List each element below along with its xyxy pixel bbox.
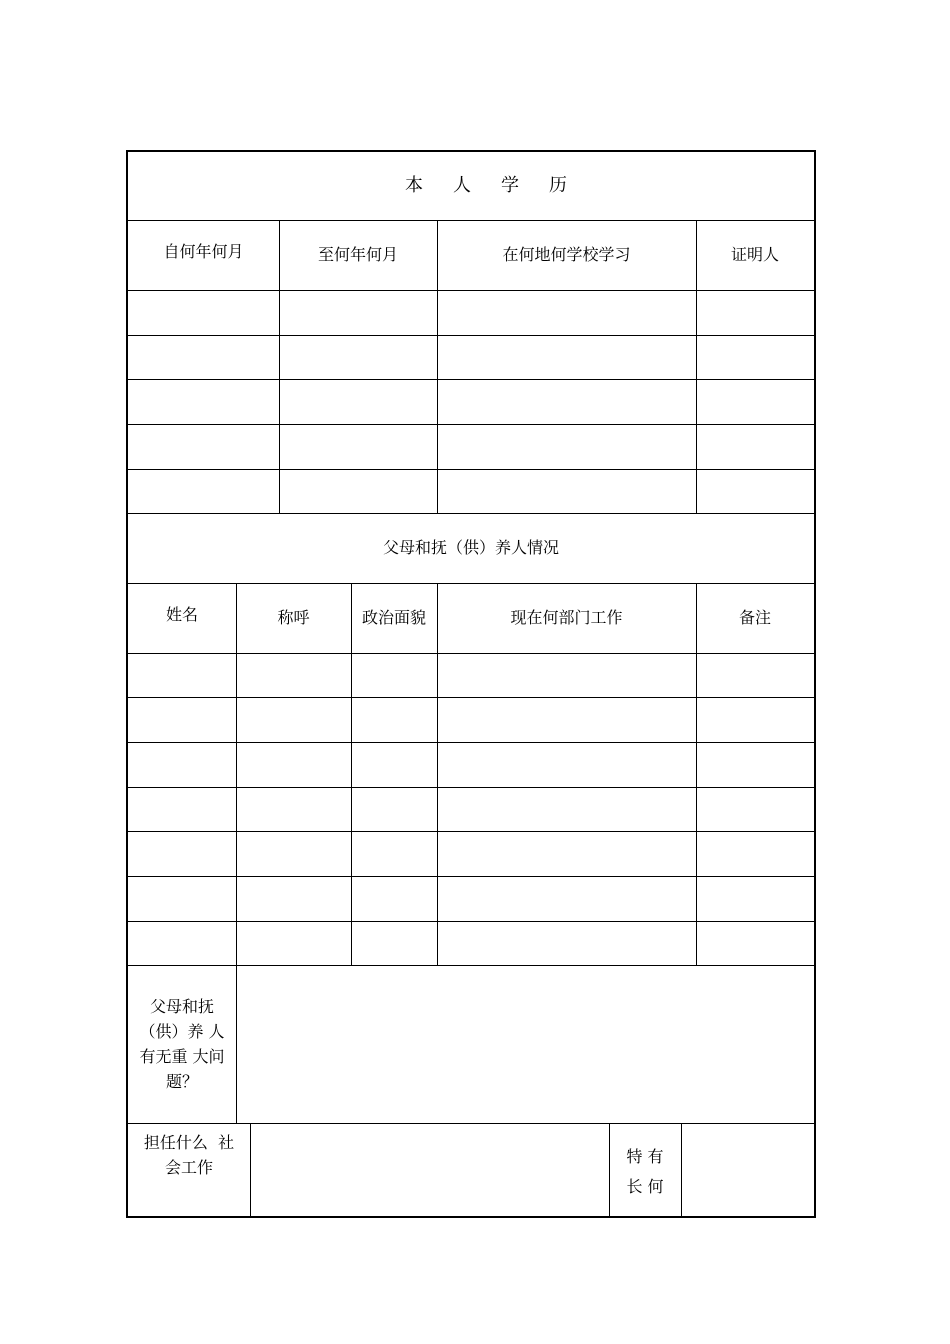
header-from-date: 自何年何月 — [163, 242, 244, 262]
row-divider — [128, 876, 814, 877]
label-line: 长 何 — [626, 1177, 664, 1196]
family-issues-label — [128, 965, 236, 1123]
header-school: 在何地何学校学习 — [502, 245, 631, 265]
row-divider — [128, 787, 814, 788]
row-divider — [128, 290, 814, 291]
label-line: 有无重 大问 — [139, 1047, 225, 1066]
label-line: （供）养 人 — [139, 1022, 225, 1041]
header-remarks: 备注 — [738, 608, 771, 628]
header-witness: 证明人 — [730, 245, 779, 265]
header-name: 姓名 — [165, 605, 198, 625]
social-work-label — [128, 1123, 250, 1187]
row-divider — [128, 335, 814, 336]
header-to-date: 至何年何月 — [317, 245, 398, 265]
row-divider — [128, 653, 814, 654]
header-workplace: 现在何部门工作 — [510, 608, 623, 628]
header-relation: 称呼 — [277, 608, 310, 628]
family-section-title: 父母和抚（供）养人情况 — [382, 538, 559, 558]
row-divider — [128, 379, 814, 380]
col-divider — [681, 1123, 682, 1218]
row-divider — [128, 921, 814, 922]
label-line: 会工作 — [164, 1158, 213, 1177]
col-divider — [250, 1123, 251, 1218]
row-divider — [128, 424, 814, 425]
personnel-form — [126, 150, 816, 1218]
row-divider — [128, 831, 814, 832]
label-line: 父母和抚 — [149, 997, 214, 1016]
row-divider — [128, 697, 814, 698]
header-political-status: 政治面貌 — [361, 608, 426, 628]
label-line: 特 有 — [626, 1147, 664, 1166]
col-divider — [236, 965, 237, 1123]
row-divider — [128, 469, 814, 470]
row-divider — [128, 742, 814, 743]
specialty-label — [609, 1137, 681, 1207]
education-section-title: 本人学历 — [405, 174, 597, 196]
label-line: 题？ — [165, 1072, 198, 1091]
label-line: 担任什么 社 — [143, 1133, 235, 1152]
